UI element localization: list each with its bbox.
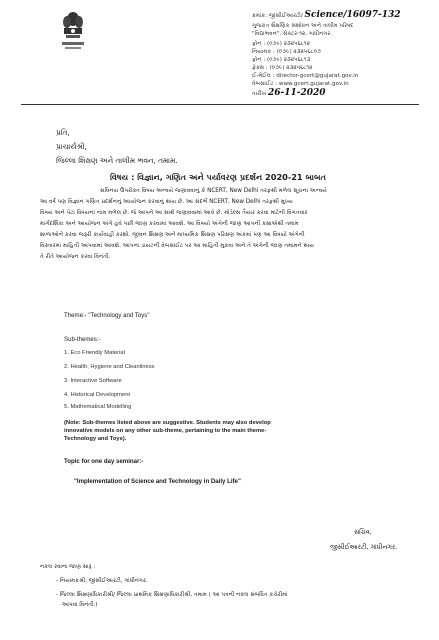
letterhead-phone: ફોન : (૦૭૯) ૨૩૨૫૬૮૧૨ bbox=[252, 41, 310, 47]
letterhead-website: વેબસાઈટ : www.gcert.gujarat.gov.in bbox=[252, 81, 349, 87]
recipient-line-2: જિલ્લા શિક્ષણ અને તાલીમ ભવન, તમામ. bbox=[56, 156, 178, 165]
body-line: વિસ્તારમાં માહિતી આપવામાં આવશે. આપના ડાયટની વેબસાઈટ પર આ માહિતી મુકવા અને તે અંગેની જાણ તમામને થાય bbox=[40, 243, 315, 249]
seminar-heading: Topic for one day seminar:- bbox=[64, 458, 144, 465]
recipient-line-1: પ્રાચાર્યશ્રી, bbox=[56, 142, 87, 151]
body-line: શાળાઓને કરવા જરૂરી કાર્યવાહી કરશો. જીવન શિક્ષણ અને માધ્યમિક શિક્ષણ પરિક્ષણ અંકમાં પણ આ વિષયો અંગેની bbox=[40, 232, 305, 238]
sub-theme-item: 2. Health, Hygiene and Cleanliness bbox=[64, 364, 155, 370]
seminar-topic: "Implementation of Science and Technology in Daily Life" bbox=[74, 478, 241, 485]
letterhead-phone-2: ફોન : (૦૭૯) ૨૩૨૫૬૮૧૩ bbox=[252, 57, 311, 63]
sub-theme-item: 5. Mathematical Modelling bbox=[64, 404, 132, 410]
theme-heading: Theme:- "Technology and Toys" bbox=[64, 312, 150, 319]
header-divider bbox=[21, 104, 419, 105]
date-prefix: તારીખ bbox=[252, 91, 267, 97]
note-block bbox=[64, 419, 271, 443]
letterhead-address-2: "વિદ્યાભવન", સેક્ટર-૧૨, ગાંધીનગર. bbox=[252, 31, 333, 37]
letterhead-director-phone: નિયામક : (૦૭૯) ૨૩૨૫૬૮૦૭ bbox=[252, 49, 321, 55]
reference-number bbox=[252, 12, 401, 20]
reference-handwritten: Science/16097-132 bbox=[304, 10, 401, 20]
note-line: Technology and Toys). bbox=[64, 436, 127, 442]
letterhead-address-1: ગુજરાત શૈક્ષણિક સંશોધન અને તાલીમ પરિષદ bbox=[252, 23, 354, 29]
recipient-prefix: પ્રતિ, bbox=[56, 128, 70, 137]
body-line: સવિનય ઉપરોક્ત વિષય અન્વયે જણાવવાનું કે NCERT, New Delhi તરફથી મળેલ સૂચના અન્વયે bbox=[100, 188, 327, 194]
copy-to-item: - જિલ્લા શિક્ષણાધિકારીશ્રી/ જિલ્લા પ્રાથમિક શિક્ષણાધિકારીશ્રી, તમામ ( આ પત્રની નકલ સંબંધિત કચેરીમાં bbox=[56, 592, 288, 598]
date-handwritten: 26-11-2020 bbox=[267, 88, 326, 98]
sub-theme-item: 1. Eco Friendly Material bbox=[64, 350, 125, 356]
copy-to-item: - નિયામકશ્રી, જીસીઈઆરટી, ગાંધીનગર. bbox=[56, 578, 148, 584]
sub-theme-item: 4. Historical Development bbox=[64, 392, 131, 398]
letterhead-email: ઈ-મેઈલ : director-gcert@gujarat.gov.in bbox=[252, 73, 359, 79]
body-paragraph bbox=[40, 186, 410, 263]
body-line: આ વર્ષ પણ વિજ્ઞાન ગણિત પ્રદર્શનનું આયોજન કરવાનું થાય છે. આ સંદર્ભે NCERT, New Delhi તરફથી મુખ્ય bbox=[40, 199, 293, 205]
subject-line: વિષય : વિજ્ઞાન, ગણિત અને પર્યાવરણ પ્રદર્શન 2020-21 બાબત bbox=[110, 172, 327, 182]
sub-theme-item: 3. Interactive Software bbox=[64, 378, 122, 384]
copy-to-heading: નકલ રવાના જાણ સારૂ : bbox=[40, 564, 96, 570]
signature-title: સચિવ, bbox=[354, 528, 372, 536]
body-line: વિષય અને પેટા વિષયના નામ મળેલ છે. જે આપને આ સાથે જણાવવામાં આવે છે. મોડેલ્સ તૈયાર કરવા માટેની વિગતવાર bbox=[40, 210, 308, 216]
national-emblem-icon bbox=[58, 10, 88, 54]
body-line: તે રીતે આયોજન કરવા વિનંતી. bbox=[40, 254, 111, 260]
body-line: માર્ગદર્શિકા અને આયોજન અંગે હવે પછી જાણ કરવામાં આવશે. આ વિષયો અંગેની જાણ આપની કક્ષાએથી તમામ bbox=[40, 221, 299, 227]
note-line: (Note: Sub-themes listed above are suggestive. Students may also develop bbox=[64, 420, 271, 426]
letterhead-fax: ફેક્સ : (૦૭૯) ૨૩૨૫૬૮૧૨ bbox=[252, 65, 313, 71]
signature-org: જીસીઈઆરટી, ગાંધીનગર. bbox=[330, 543, 398, 551]
sub-themes-heading: Sub-themes:- bbox=[64, 336, 101, 343]
note-line: innovative models on any other sub-theme, pertaining to the main theme- bbox=[64, 428, 267, 434]
reference-prefix: ક્રમાંક: જીસીઈઆરટી/ bbox=[252, 13, 303, 19]
copy-to-item: આપવા વિનંતી.) bbox=[62, 602, 98, 608]
letter-date bbox=[252, 90, 326, 98]
